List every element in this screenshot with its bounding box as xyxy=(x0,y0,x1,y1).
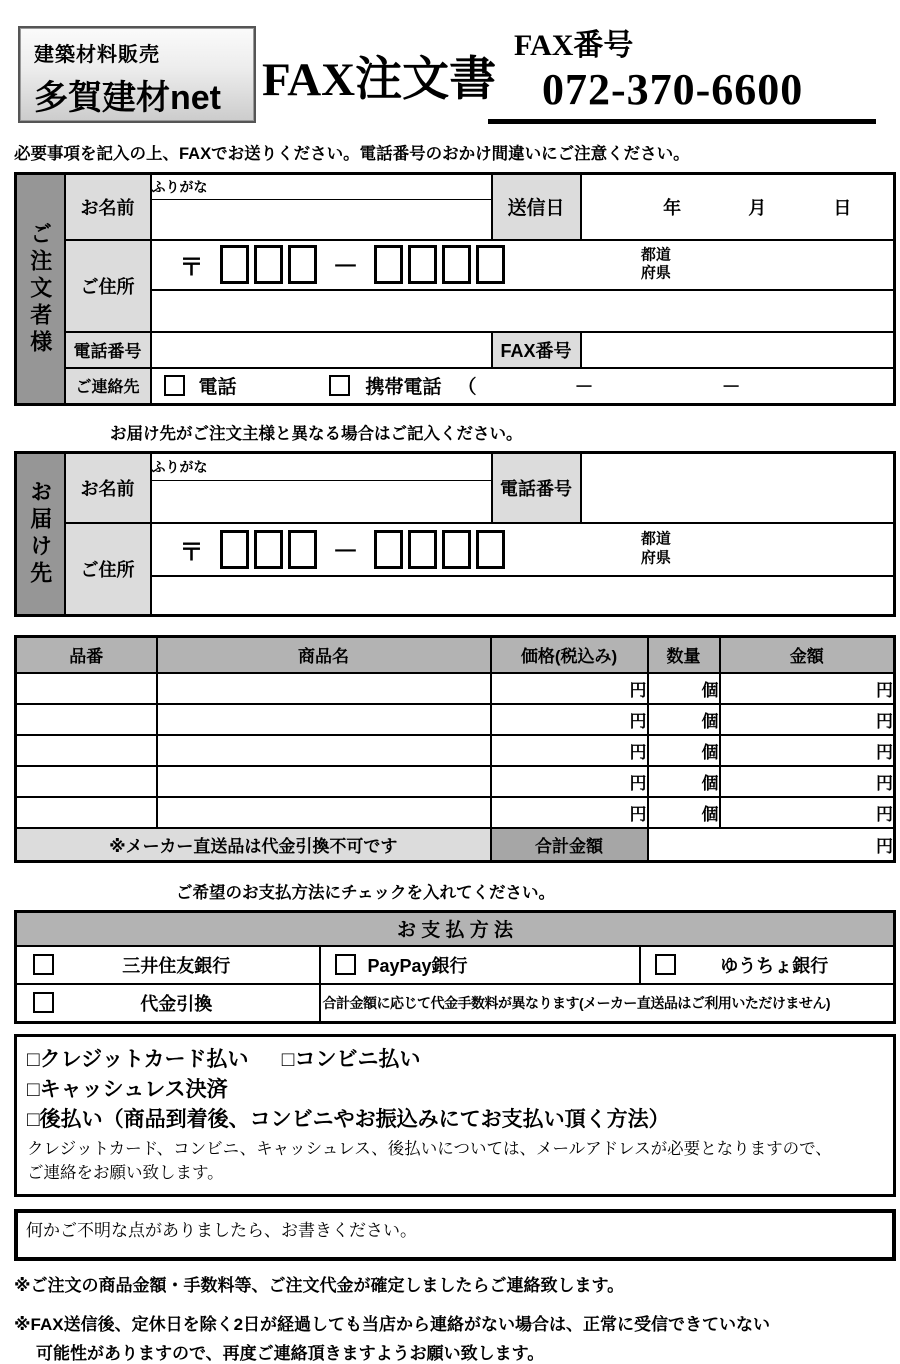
month-unit: 月 xyxy=(748,197,767,218)
company-logo xyxy=(18,26,256,123)
item-qty-cell[interactable] xyxy=(648,766,720,797)
postal-digit-box[interactable] xyxy=(408,245,437,284)
total-label: 合計金額 xyxy=(491,828,648,862)
fax-number-value: 072-370-6600 xyxy=(488,64,876,124)
cod-note-cell xyxy=(320,984,895,1023)
items-table xyxy=(14,635,896,863)
orderer-furigana-field[interactable]: ふりがな xyxy=(151,174,492,200)
smbc-checkbox[interactable] xyxy=(33,954,54,975)
cashless-option[interactable]: □キャッシュレス決済 xyxy=(27,1076,228,1101)
orderer-phone-label: 電話番号 xyxy=(65,332,151,368)
postal-digit-box[interactable] xyxy=(288,245,317,284)
yen-unit: 円 xyxy=(629,773,647,793)
postal-digit-box[interactable] xyxy=(442,530,471,569)
postal-mark: 〒 xyxy=(179,538,204,566)
orderer-vertical-title: ご注文者様 xyxy=(27,221,53,357)
item-price-cell[interactable] xyxy=(491,735,648,766)
contact-phone-label: 電話 xyxy=(198,377,237,399)
item-qty-cell[interactable] xyxy=(648,735,720,766)
cod-option xyxy=(16,984,320,1023)
fax-number-label: FAX番号 xyxy=(514,29,634,62)
orderer-name-label: お名前 xyxy=(65,174,151,240)
col-header-code: 品番 xyxy=(16,637,157,673)
payment-caption: ご希望のお支払方法にチェックを入れてください。 xyxy=(176,884,556,902)
item-amount-cell[interactable] xyxy=(720,797,895,828)
item-name-cell[interactable] xyxy=(157,797,491,828)
orderer-address-field[interactable] xyxy=(151,290,895,332)
items-header-row xyxy=(16,637,895,673)
yen-unit: 円 xyxy=(629,711,647,731)
item-price-cell[interactable] xyxy=(491,766,648,797)
year-unit: 年 xyxy=(663,197,682,218)
paypay-label: PayPay銀行 xyxy=(367,955,468,976)
yen-unit: 円 xyxy=(876,742,893,762)
number-dash: － xyxy=(721,377,741,399)
logo-tagline: 建築材料販売 xyxy=(34,44,160,66)
atobarai-option[interactable]: □後払い（商品到着後、コンビニやお振込みにてお支払い頂く方法） xyxy=(27,1107,670,1132)
piece-unit: 個 xyxy=(701,711,719,731)
comment-field[interactable] xyxy=(14,1209,896,1261)
logo-brand: 多賀建材net xyxy=(34,79,221,117)
header xyxy=(0,0,900,136)
comment-label: 何かご不明な点がありましたら、お書きください。 xyxy=(26,1220,417,1240)
cod-label: 代金引換 xyxy=(140,993,213,1014)
delivery-address-field[interactable] xyxy=(151,576,895,616)
page-title: FAX注文書 xyxy=(262,54,497,106)
yen-unit: 円 xyxy=(629,742,647,762)
item-name-cell[interactable] xyxy=(157,673,491,704)
item-code-cell[interactable] xyxy=(16,766,157,797)
prefecture-suffix: 都道 府県 xyxy=(640,530,671,566)
orderer-postal-row xyxy=(151,240,895,290)
delivery-address-label: ご住所 xyxy=(65,523,151,616)
other-payment-line1 xyxy=(27,1044,883,1074)
contact-label: ご連絡先 xyxy=(65,368,151,405)
postal-digit-box[interactable] xyxy=(220,245,249,284)
orderer-name-field[interactable] xyxy=(151,200,492,240)
item-row xyxy=(16,735,895,766)
yen-unit: 円 xyxy=(876,804,893,824)
paypay-checkbox[interactable] xyxy=(335,954,356,975)
yucho-checkbox[interactable] xyxy=(655,954,676,975)
footer-note-2: ※FAX送信後、定休日を除く2日が経過しても当店から連絡がない場合は、正常に受信できていない xyxy=(14,1314,771,1334)
contact-options xyxy=(151,368,895,405)
phone-checkbox[interactable] xyxy=(164,375,185,396)
item-name-cell[interactable] xyxy=(157,735,491,766)
yen-unit: 円 xyxy=(876,711,893,731)
item-amount-cell[interactable] xyxy=(720,735,895,766)
delivery-caption: お届け先がご注文主様と異なる場合はご記入ください。 xyxy=(110,425,523,443)
postal-digit-box[interactable] xyxy=(442,245,471,284)
yen-unit: 円 xyxy=(876,680,893,700)
postal-dash: － xyxy=(332,251,359,281)
postal-digit-box[interactable] xyxy=(220,530,249,569)
orderer-phone-field[interactable] xyxy=(151,332,492,368)
item-price-cell[interactable] xyxy=(491,797,648,828)
smbc-label: 三井住友銀行 xyxy=(122,955,231,976)
delivery-name-field[interactable] xyxy=(151,481,492,523)
piece-unit: 個 xyxy=(701,742,719,762)
item-name-cell[interactable] xyxy=(157,704,491,735)
item-price-cell[interactable] xyxy=(491,704,648,735)
delivery-vertical-title: お届け先 xyxy=(27,480,53,588)
fax-number-block xyxy=(488,20,876,124)
delivery-vertical-title-cell xyxy=(16,453,65,616)
item-code-cell[interactable] xyxy=(16,797,157,828)
bank-option-paypay xyxy=(320,946,640,984)
delivery-table xyxy=(14,451,896,617)
item-amount-cell[interactable] xyxy=(720,704,895,735)
item-row xyxy=(16,704,895,735)
mobile-checkbox[interactable] xyxy=(329,375,350,396)
yen-unit: 円 xyxy=(629,680,647,700)
form-instruction: 必要事項を記入の上、FAXでお送りください。電話番号のおかけ間違いにご注意ください。 xyxy=(14,145,690,163)
postal-digit-box[interactable] xyxy=(374,530,403,569)
col-header-name: 商品名 xyxy=(157,637,491,673)
cod-note: 合計金額に応じて代金手数料が異なります(メーカー直送品はご利用いただけません) xyxy=(322,994,831,1011)
item-code-cell[interactable] xyxy=(16,735,157,766)
item-code-cell[interactable] xyxy=(16,704,157,735)
payment-header: お 支 払 方 法 xyxy=(16,912,895,946)
piece-unit: 個 xyxy=(701,773,719,793)
col-header-qty: 数量 xyxy=(648,637,720,673)
footer-note-3: 可能性がありますので、再度ご連絡頂きますようお願い致します。 xyxy=(36,1343,545,1363)
payment-table xyxy=(14,910,896,1024)
prefecture-suffix: 都道 府県 xyxy=(640,245,671,282)
delivery-furigana-field[interactable]: ふりがな xyxy=(151,453,492,481)
delivery-name-label: お名前 xyxy=(65,453,151,523)
send-date-label: 送信日 xyxy=(492,174,581,240)
other-payment-box xyxy=(14,1034,896,1197)
payment-header-row xyxy=(16,912,895,946)
postal-digit-box[interactable] xyxy=(408,530,437,569)
col-header-amount: 金額 xyxy=(720,637,895,673)
open-paren: （ xyxy=(457,377,477,399)
postal-digit-box[interactable] xyxy=(476,530,505,569)
other-payment-note: クレジットカード、コンビニ、キャッシュレス、後払いについては、メールアドレスが必要となりますので、 ご連絡をお願い致します。 xyxy=(27,1138,832,1182)
item-row xyxy=(16,673,895,704)
orderer-address-label: ご住所 xyxy=(65,240,151,332)
orderer-table xyxy=(14,172,896,406)
item-row xyxy=(16,797,895,828)
total-amount-cell[interactable] xyxy=(648,828,895,862)
delivery-postal-row xyxy=(151,523,895,576)
yen-unit: 円 xyxy=(876,773,893,793)
orderer-fax-field[interactable] xyxy=(581,332,895,368)
contact-mobile-label: 携帯電話 xyxy=(365,377,442,399)
postal-dash: － xyxy=(332,535,359,566)
delivery-phone-field[interactable] xyxy=(581,453,895,523)
bank-option-smbc xyxy=(16,946,320,984)
item-qty-cell[interactable] xyxy=(648,673,720,704)
bank-option-yucho xyxy=(640,946,895,984)
postal-digit-box[interactable] xyxy=(254,245,283,284)
postal-digit-box[interactable] xyxy=(288,530,317,569)
item-qty-cell[interactable] xyxy=(648,797,720,828)
item-row xyxy=(16,766,895,797)
cod-checkbox[interactable] xyxy=(33,992,54,1013)
day-unit: 日 xyxy=(833,197,852,218)
yen-unit: 円 xyxy=(629,804,647,824)
number-dash: － xyxy=(574,377,594,399)
item-code-cell[interactable] xyxy=(16,673,157,704)
item-amount-cell[interactable] xyxy=(720,766,895,797)
postal-mark: 〒 xyxy=(179,254,204,281)
orderer-vertical-title-cell xyxy=(16,174,65,405)
yucho-label: ゆうちょ銀行 xyxy=(720,955,829,976)
item-price-cell[interactable] xyxy=(491,673,648,704)
item-qty-cell[interactable] xyxy=(648,704,720,735)
postal-digit-box[interactable] xyxy=(374,245,403,284)
send-date-field[interactable] xyxy=(581,174,895,240)
postal-digit-box[interactable] xyxy=(254,530,283,569)
item-amount-cell[interactable] xyxy=(720,673,895,704)
credit-card-option[interactable]: □クレジットカード払い xyxy=(27,1046,249,1071)
item-name-cell[interactable] xyxy=(157,766,491,797)
footer-note-1: ※ご注文の商品金額・手数料等、ご注文代金が確定しましたらご連絡致します。 xyxy=(14,1275,625,1295)
items-total-row xyxy=(16,828,895,862)
delivery-phone-label: 電話番号 xyxy=(492,453,581,523)
conbini-option[interactable]: □コンビニ払い xyxy=(281,1046,421,1071)
orderer-fax-label: FAX番号 xyxy=(492,332,581,368)
direct-shipping-note: ※メーカー直送品は代金引換不可です xyxy=(16,828,491,862)
col-header-price: 価格(税込み) xyxy=(491,637,648,673)
yen-unit: 円 xyxy=(876,836,893,856)
piece-unit: 個 xyxy=(701,804,719,824)
piece-unit: 個 xyxy=(701,680,719,700)
postal-digit-box[interactable] xyxy=(476,245,505,284)
